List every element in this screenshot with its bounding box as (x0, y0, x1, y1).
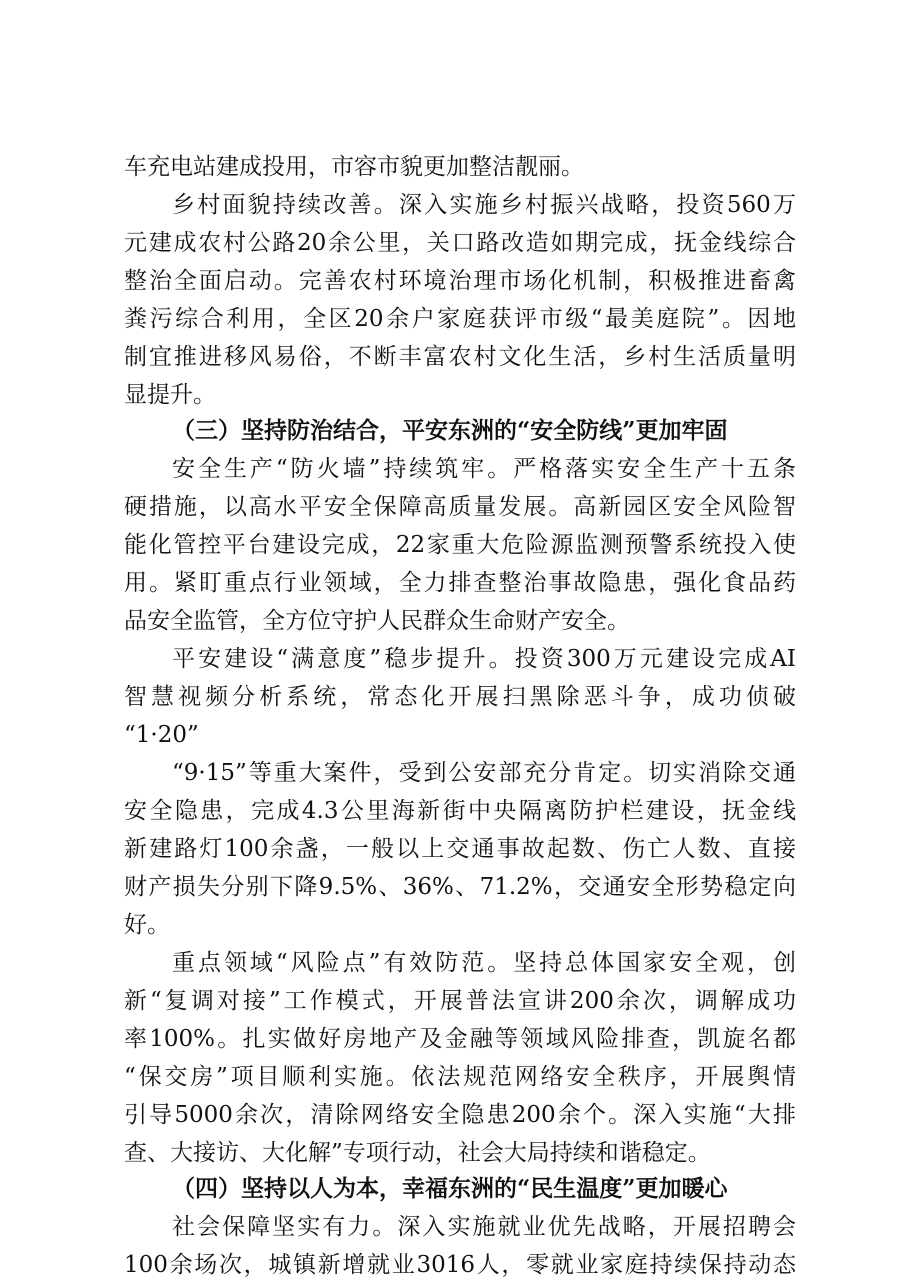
text-line: 100余场次，城镇新增就业3016人，零就业家庭持续保持动态 (124, 1252, 796, 1278)
text-line: 引导5000余次，清除网络安全隐患200余个。深入实施“大排 (124, 1102, 796, 1128)
text-line: 车充电站建成投用，市容市貌更加整洁靓丽。 (124, 154, 584, 180)
text-line: 品安全监管，全方位守护人民群众生命财产安全。 (124, 608, 630, 634)
text-line: 智慧视频分析系统，常态化开展扫黑除恶斗争，成功侦破 (124, 684, 796, 710)
text-line: 整治全面启动。完善农村环境治理市场化机制，积极推进畜禽 (124, 268, 796, 294)
paragraph-line: 重点领域“风险点”有效防范。坚持总体国家安全观，创 (172, 950, 796, 976)
text-line: “保交房”项目顺利实施。依法规范网络安全秩序，开展舆情 (124, 1064, 796, 1090)
section-heading: （三）坚持防治结合，平安东洲的“安全防线”更加牢固 (172, 417, 728, 444)
paragraph-line: 平安建设“满意度”稳步提升。投资300万元建设完成AI (172, 646, 796, 672)
text-line: 安全隐患，完成4.3公里海新街中央隔离防护栏建设，抚金线 (124, 798, 796, 824)
text-line: 查、大接访、大化解”专项行动，社会大局持续和谐稳定。 (124, 1140, 711, 1166)
text-line: 能化管控平台建设完成，22家重大危险源监测预警系统投入使 (124, 532, 796, 558)
text-line: 元建成农村公路20余公里，关口路改造如期完成，抚金线综合 (124, 230, 796, 256)
paragraph-line: 社会保障坚实有力。深入实施就业优先战略，开展招聘会 (172, 1214, 796, 1240)
text-line: 率100%。扎实做好房地产及金融等领域风险排查，凯旋名都 (124, 1026, 796, 1052)
paragraph-line: “9·15”等重大案件，受到公安部充分肯定。切实消除交通 (172, 760, 796, 786)
text-line: 新“复调对接”工作模式，开展普法宣讲200余次，调解成功 (124, 988, 796, 1014)
text-line: 制宜推进移风易俗，不断丰富农村文化生活，乡村生活质量明 (124, 344, 796, 370)
paragraph-line: 乡村面貌持续改善。深入实施乡村振兴战略，投资560万 (172, 192, 796, 218)
text-line: 粪污综合利用，全区20余户家庭获评市级“最美庭院”。因地 (124, 306, 796, 332)
text-line: 硬措施，以高水平安全保障高质量发展。高新园区安全风险智 (124, 494, 796, 520)
text-line: 财产损失分别下降9.5%、36%、71.2%，交通安全形势稳定向 (124, 874, 796, 900)
text-line: 显提升。 (124, 382, 216, 408)
text-line: 新建路灯100余盏，一般以上交通事故起数、伤亡人数、直接 (124, 836, 796, 862)
paragraph-line: 安全生产“防火墙”持续筑牢。严格落实安全生产十五条 (172, 456, 796, 482)
text-line: “1·20” (124, 722, 199, 748)
text-line: 用。紧盯重点行业领域，全力排查整治事故隐患，强化食品药 (124, 570, 796, 596)
text-line: 好。 (124, 912, 170, 938)
section-heading: （四）坚持以人为本，幸福东洲的“民生温度”更加暖心 (172, 1175, 728, 1202)
